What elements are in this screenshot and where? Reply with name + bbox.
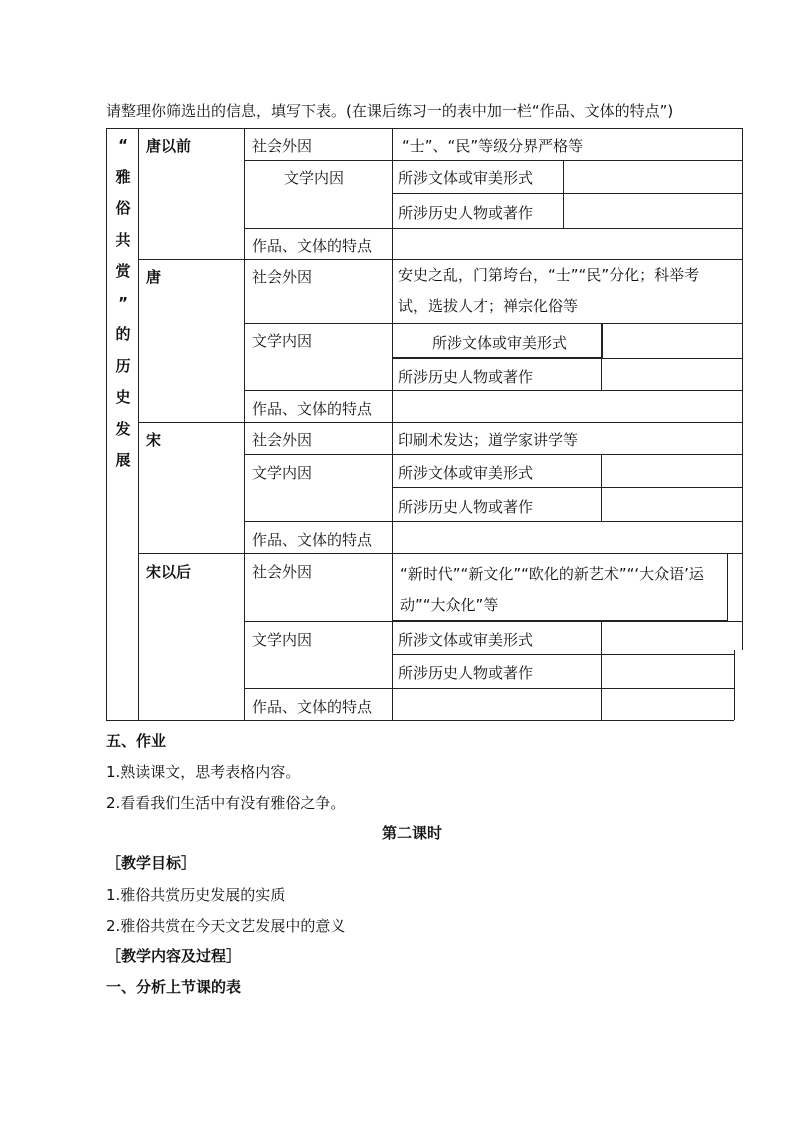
literary-label: 文学内因 [252,464,313,482]
goal-item: 2.雅俗共赏在今天文艺发展中的意义 [106,917,346,935]
social-label: 社会外因 [252,268,313,286]
period-name: 唐 [146,268,162,286]
social-label: 社会外因 [252,431,313,449]
social-value: 印刷术发达；道学家讲学等 [398,431,579,449]
form-label: 所涉文体或审美形式 [398,631,534,649]
person-label: 所涉历史人物或著作 [398,498,534,516]
features-label: 作品、文体的特点 [252,400,373,418]
person-label: 所涉历史人物或著作 [398,368,534,386]
period-name: 唐以前 [146,137,192,155]
goal-item: 1.雅俗共赏历史发展的实质 [106,886,286,904]
intro-text: 请整理你筛选出的信息，填写下表。(在课后练习一的表中加一栏“作品、文体的特点”) [106,102,674,120]
person-label: 所涉历史人物或著作 [398,664,534,682]
social-value: “新时代”“新文化”“欧化的新艺术”“‘大众语’运动”“大众化”等 [400,565,704,614]
homework-heading: 五、作业 [106,732,167,750]
lesson-title: 第二课时 [382,824,443,842]
homework-item: 1.熟读课文，思考表格内容。 [106,763,301,781]
social-value: “士”、“民”等级分界严格等 [402,137,584,155]
features-label: 作品、文体的特点 [252,531,373,549]
features-label: 作品、文体的特点 [252,698,373,716]
step-heading: 一、分析上节课的表 [106,978,242,996]
form-label: 所涉文体或审美形式 [398,464,534,482]
literary-label: 文学内因 [252,631,313,649]
homework-item: 2.看看我们生活中有没有雅俗之争。 [106,794,346,812]
period-name: 宋以后 [146,563,192,581]
literary-label: 文学内因 [252,332,313,350]
person-label: 所涉历史人物或著作 [398,204,534,222]
process-heading: ［教学内容及过程］ [106,947,242,965]
social-value: 安史之乱，门第垮台，“士”“民”分化；科举考试，选拔人才；禅宗化俗等 [398,266,700,315]
form-label: 所涉文体或审美形式 [398,169,534,187]
literary-label: 文学内因 [284,169,345,187]
features-label: 作品、文体的特点 [252,237,373,255]
side-label: “ 雅 俗 共 赏 ” 的 历 史 发 展 [115,136,131,469]
goals-heading: ［教学目标］ [106,854,197,872]
form-label: 所涉文体或审美形式 [432,334,568,352]
period-name: 宋 [146,431,162,449]
social-label: 社会外因 [252,137,313,155]
social-label: 社会外因 [252,563,313,581]
